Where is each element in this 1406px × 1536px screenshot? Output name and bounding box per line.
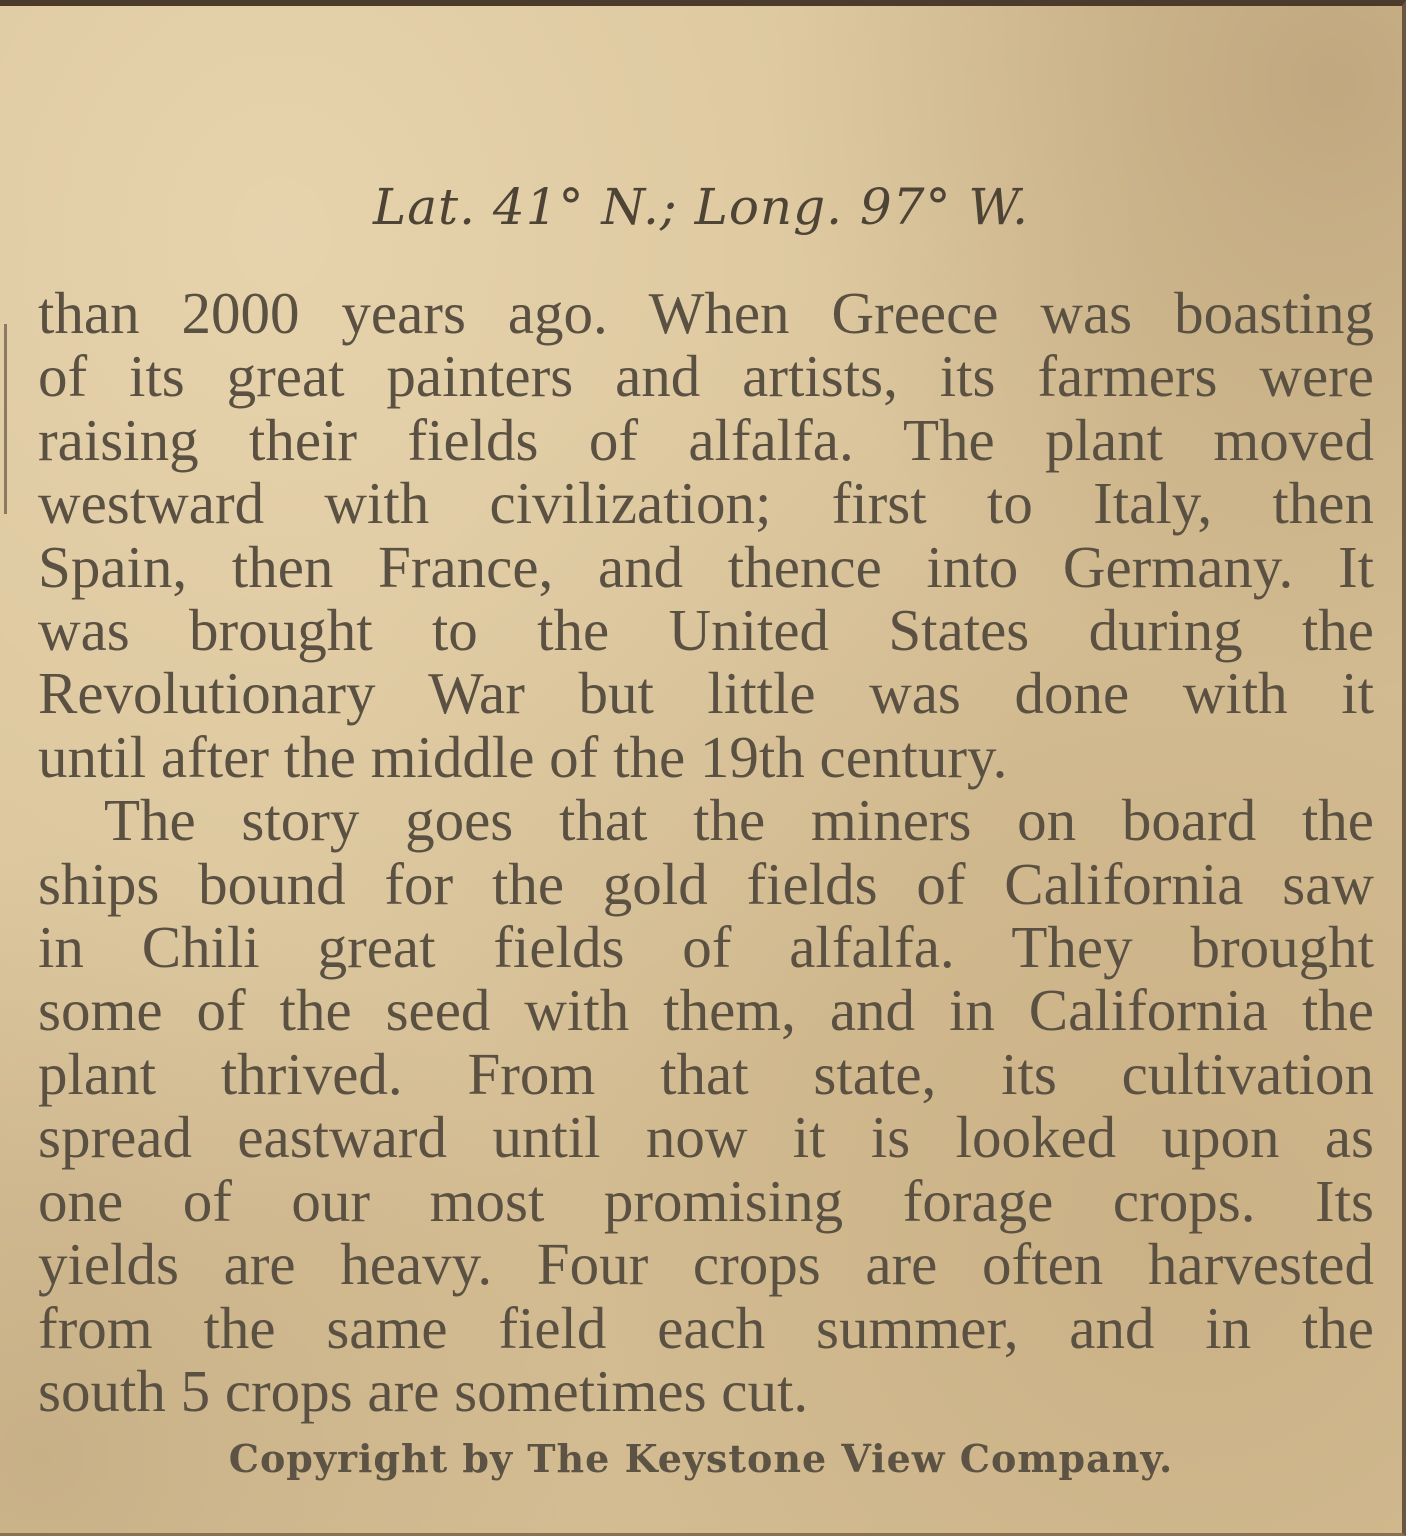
text-line: until after the middle of the 19th century.	[38, 723, 1008, 790]
paragraph-1	[38, 282, 1374, 789]
copyright-notice: Copyright by The Keystone View Company.	[228, 1436, 1174, 1481]
text-line: than 2000 years ago. When Greece was boasting	[38, 280, 1374, 346]
text-line: The story goes that the miners on board the	[104, 787, 1374, 854]
text-line: raising their fields of alfalfa. The plant moved	[38, 406, 1374, 473]
text-line: in Chili great fields of alfalfa. They brought	[38, 914, 1374, 981]
text-line: Revolutionary War but little was done with it	[38, 660, 1374, 727]
coordinates-heading: Lat. 41° N.; Long. 97° W.	[373, 178, 1029, 236]
text-line: south 5 crops are sometimes cut.	[38, 1357, 809, 1424]
paragraph-2	[38, 789, 1374, 1423]
text-line: Spain, then France, and thence into Germany. It	[38, 533, 1374, 600]
body-text	[38, 282, 1374, 1423]
text-line: spread eastward until now it is looked upon as	[38, 1104, 1374, 1171]
text-line: yields are heavy. Four crops are often harvested	[38, 1231, 1374, 1298]
text-line: one of our most promising forage crops. Its	[38, 1167, 1374, 1234]
text-line: of its great painters and artists, its farmers were	[38, 343, 1374, 410]
text-line: was brought to the United States during the	[38, 597, 1374, 664]
text-line: from the same field each summer, and in the	[38, 1294, 1374, 1361]
text-line: westward with civilization; first to Italy, then	[38, 470, 1374, 537]
edge-mark	[4, 324, 7, 514]
text-line: some of the seed with them, and in California the	[38, 977, 1374, 1044]
text-line: plant thrived. From that state, its cultivation	[38, 1040, 1374, 1107]
text-line: ships bound for the gold fields of California saw	[38, 850, 1374, 917]
